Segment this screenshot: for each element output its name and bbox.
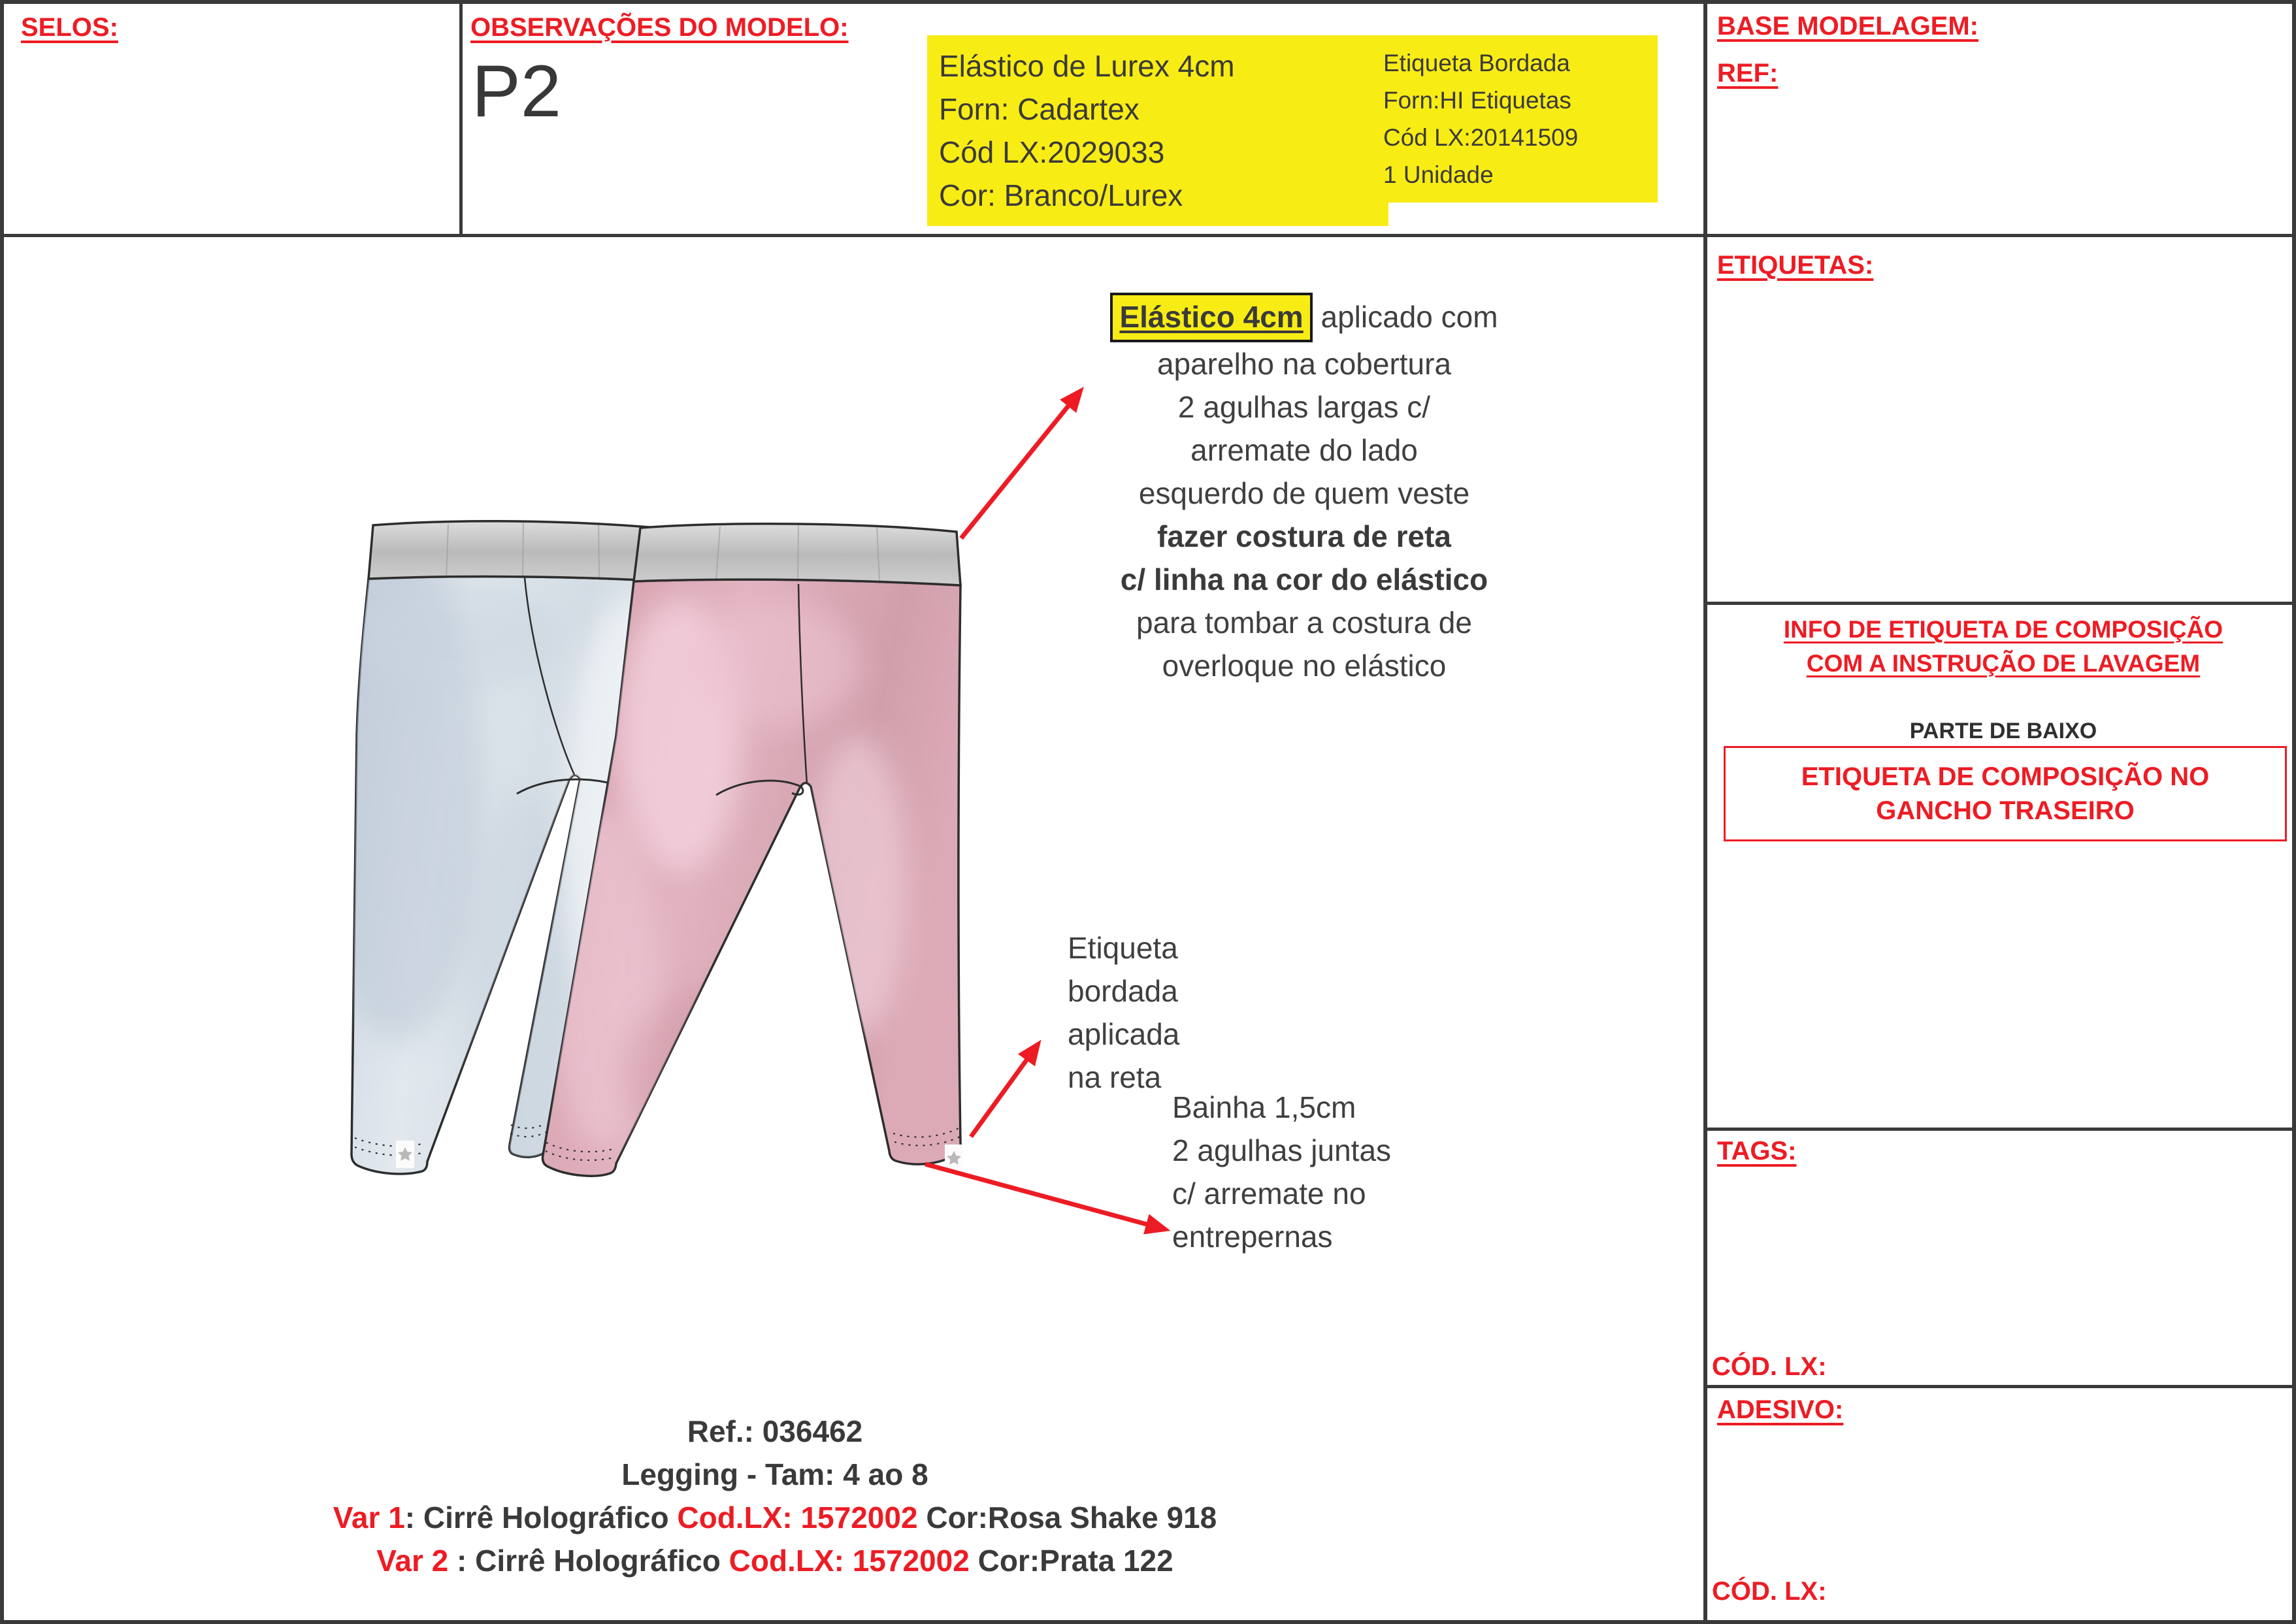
label-note-line: Etiqueta [1068, 931, 1178, 965]
ref-heading: REF: [1717, 59, 1779, 88]
elastic-note-line-bold: fazer costura de reta [1157, 519, 1451, 553]
elastic-chip: Elástico 4cm [1110, 293, 1312, 342]
base-modelagem-heading: BASE MODELAGEM: [1717, 12, 1978, 41]
supply-note-line: Cor: Branco/Lurex [939, 178, 1183, 212]
elastic-note-line: esquerdo de quem veste [1138, 476, 1470, 510]
adesivo-heading: ADESIVO: [1717, 1395, 1844, 1424]
elastic-note-line: arremate do lado [1190, 433, 1418, 467]
product-info-footer [122, 1410, 1428, 1582]
hem-note-line: c/ arremate no [1172, 1177, 1366, 1210]
elastic-note-line-bold: c/ linha na cor do elástico [1120, 562, 1488, 596]
elastic-note-line: para tombar a costura de [1136, 606, 1472, 640]
arrow-hem-to-hem-note [925, 1164, 1166, 1229]
selos-heading: SELOS: [21, 13, 118, 42]
parte-de-baixo-label: PARTE DE BAIXO [1909, 719, 2097, 743]
supply-note-line: Cód LX:20141509 [1383, 124, 1579, 151]
annotation-arrows [4, 4, 2296, 1624]
gancho-traseiro-line2: GANCHO TRASEIRO [1876, 796, 2135, 825]
elastic-note-line1: Elástico 4cm aplicado com [1036, 293, 1572, 342]
label-note-line: aplicada [1068, 1017, 1180, 1051]
observacoes-heading: OBSERVAÇÕES DO MODELO: [470, 13, 849, 42]
hem-note-line: 2 agulhas juntas [1172, 1133, 1392, 1167]
tags-heading: TAGS: [1717, 1137, 1797, 1165]
supply-note-line: Forn:HI Etiquetas [1383, 87, 1571, 114]
model-code: P2 [472, 50, 561, 132]
adesivo-cod-lx-label: CÓD. LX: [1712, 1577, 1827, 1606]
variant-2-line: Var 2 : Cirrê Holográfico Cod.LX: 1572002 Cor:Prata 122 [376, 1544, 1173, 1578]
elastic-note-line: overloque no elástico [1162, 649, 1447, 683]
elastic-note-line: aparelho na cobertura [1156, 347, 1452, 381]
supply-note-line: Forn: Cadartex [939, 92, 1140, 126]
supply-note-line: Etiqueta Bordada [1383, 50, 1570, 76]
product-ref: Ref.: 036462 [687, 1414, 863, 1448]
info-composicao-line1: INFO DE ETIQUETA DE COMPOSIÇÃO [1783, 616, 2223, 643]
label-note-line: na reta [1068, 1060, 1162, 1094]
gancho-traseiro-line1: ETIQUETA DE COMPOSIÇÃO NO [1801, 762, 2210, 791]
hem-note-line: entrepernas [1172, 1220, 1333, 1254]
elastic-note-line: 2 agulhas largas c/ [1177, 390, 1431, 424]
product-size: Legging - Tam: 4 ao 8 [621, 1457, 928, 1491]
etiquetas-heading: ETIQUETAS: [1717, 251, 1874, 280]
tags-cod-lx-label: CÓD. LX: [1712, 1352, 1827, 1381]
hem-note-line: Bainha 1,5cm [1172, 1090, 1356, 1124]
info-composicao-line2: COM A INSTRUÇÃO DE LAVAGEM [1806, 650, 2201, 677]
supply-note-line: Cód LX:2029033 [939, 135, 1165, 169]
arrow-waistband-to-note [961, 391, 1081, 538]
label-note-line: bordada [1068, 974, 1178, 1008]
supply-note-line: Elástico de Lurex 4cm [939, 49, 1235, 83]
supply-note-line: 1 Unidade [1383, 161, 1494, 188]
arrow-hem-to-label-note [971, 1044, 1038, 1137]
variant-1-line: Var 1: Cirrê Holográfico Cod.LX: 1572002 Cor:Rosa Shake 918 [333, 1501, 1217, 1535]
